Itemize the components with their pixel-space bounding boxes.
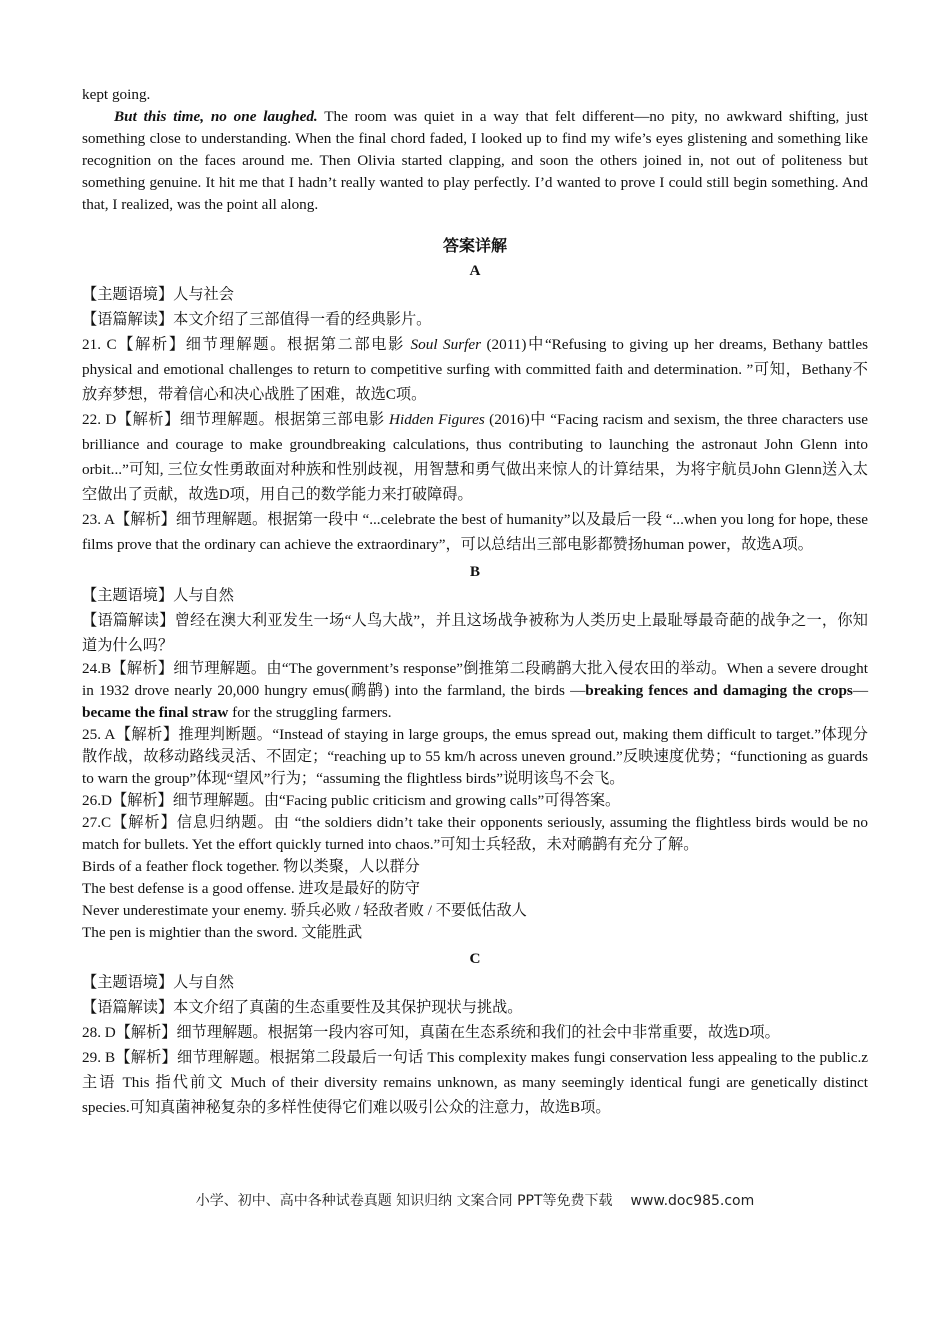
answer-29: 29. B【解析】细节理解题。根据第二段最后一句话 This complexity makes fungi conservation less appealing to the public.z 主语 This 指代前文 Much of their diversity remains unknown, as many seemingly identical fungi are genetically distinct species.可知真菌神秘复杂的多样性使得它们难以吸引公众的注意力，故选B项。 xyxy=(82,1049,868,1116)
answer-27: 27.C【解析】信息归纳题。由 “the soldiers didn’t take their opponents seriously, assuming the flightless birds would be no match for bullets. Yet the effort quickly turned into chaos.”可知士兵轻敌，未对鸸鹋有充分了解。 xyxy=(82,814,868,853)
section-head-b: B xyxy=(469,563,481,580)
story-paragraph xyxy=(82,106,868,216)
document-body xyxy=(82,84,868,1120)
film-title: Hidden Figures xyxy=(389,411,485,428)
reading-line: 【语篇解读】本文介绍了真菌的生态重要性及其保护现状与挑战。 xyxy=(82,999,523,1016)
idiom-line: The best defense is a good offense. 进攻是最好的防守 xyxy=(82,880,420,897)
answer-23: 23. A【解析】细节理解题。根据第一段中 “...celebrate the best of humanity”以及最后一段 “...when you long for hope, these films prove that the ordinary can achieve the extraordinary”，可以总结出三部电影都赞扬human power，故选A项。 xyxy=(82,511,868,553)
section-head-c: C xyxy=(469,950,481,967)
theme-line: 【主题语境】人与社会 xyxy=(82,286,234,303)
story-text: The room was quiet in a way that felt different—no pity, no awkward shifting, just something close to understanding. When the final chord faded, I looked up to find my wife’s eyes glistening and something like recognition on the faces around me. Then Olivia started clapping, and soon the others joined in, not out of politeness but something genuine. It hit me that I hadn’t really wanted to play perfectly. I’d wanted to prove I could still begin something. And that, I realized, was the point all along. xyxy=(82,108,868,213)
page-title: 答案详解 xyxy=(442,238,507,255)
film-title: Soul Surfer xyxy=(410,336,481,353)
idiom-line: Never underestimate your enemy. 骄兵必败 / 轻敌者败 / 不要低估敌人 xyxy=(82,902,527,919)
answer-22: 22. D【解析】细节理解题。根据第三部电影 Hidden Figures (2016)中 “Facing racism and sexism, the three characters use brilliance and courage to make groundbreaking calculations, thus contributing to launching the astronaut John Glenn into orbit...”可知, 三位女性勇敢面对种族和性别歧视，用智慧和勇气做出来惊人的计算结果，为将宇航员John Glenn送入太空做出了贡献，故选D项，用自己的数学能力来打破障碍。 xyxy=(82,411,868,503)
theme-line: 【主题语境】人与自然 xyxy=(82,587,234,604)
section-head-a: A xyxy=(469,262,481,279)
idiom-line: Birds of a feather flock together. 物以类聚，人以群分 xyxy=(82,858,420,875)
answer-24: 24.B【解析】细节理解题。由“The government’s response”倒推第二段鸸鹋大批入侵农田的举动。When a severe drought in 1932 drove nearly 20,000 hungry emus(鸸鹋) into the farmland, the birds —breaking fences and damaging the crops—became the final straw for the struggling farmers. xyxy=(82,660,869,721)
story-emphasis: But this time, no one laughed. xyxy=(114,108,318,125)
answer-26: 26.D【解析】细节理解题。由“Facing public criticism and growing calls”可得答案。 xyxy=(82,792,621,809)
answer-21: 21. C【解析】细节理解题。根据第二部电影 Soul Surfer (2011)中“Refusing to giving up her dreams, Bethany battles physical and emotional challenges to return to competitive surfing with committed faith and determination. ”可知，Bethany不放弃梦想，带着信心和决心战胜了困难，故选C项。 xyxy=(82,336,868,403)
page-footer xyxy=(0,1190,950,1210)
reading-line: 【语篇解读】曾经在澳大利亚发生一场“人鸟大战”，并且这场战争被称为人类历史上最耻辱最奇葩的战争之一，你知道为什么吗？ xyxy=(82,612,868,654)
footer-site-link[interactable]: www.doc985.com xyxy=(630,1193,755,1209)
theme-line: 【主题语境】人与自然 xyxy=(82,974,234,991)
reading-line: 【语篇解读】本文介绍了三部值得一看的经典影片。 xyxy=(82,311,432,328)
answer-28: 28. D【解析】细节理解题。根据第一段内容可知，真菌在生态系统和我们的社会中非常重要，故选D项。 xyxy=(82,1024,780,1041)
idiom-line: The pen is mightier than the sword. 文能胜武 xyxy=(82,924,363,941)
footer-text: 小学、初中、高中各种试卷真题 知识归纳 文案合同 PPT等免费下载 xyxy=(195,1193,613,1209)
answer-25: 25. A【解析】推理判断题。“Instead of staying in large groups, the emus spread out, making them difficult to target.”体现分散作战，故移动路线灵活、不固定；“reaching up to 55 km/h across uneven ground.”反映速度优势；“functioning as guards to warn the group”体现“望风”行为；“assuming the flightless birds”说明该鸟不会飞。 xyxy=(82,726,868,787)
story-paragraph: kept going. xyxy=(82,86,151,103)
